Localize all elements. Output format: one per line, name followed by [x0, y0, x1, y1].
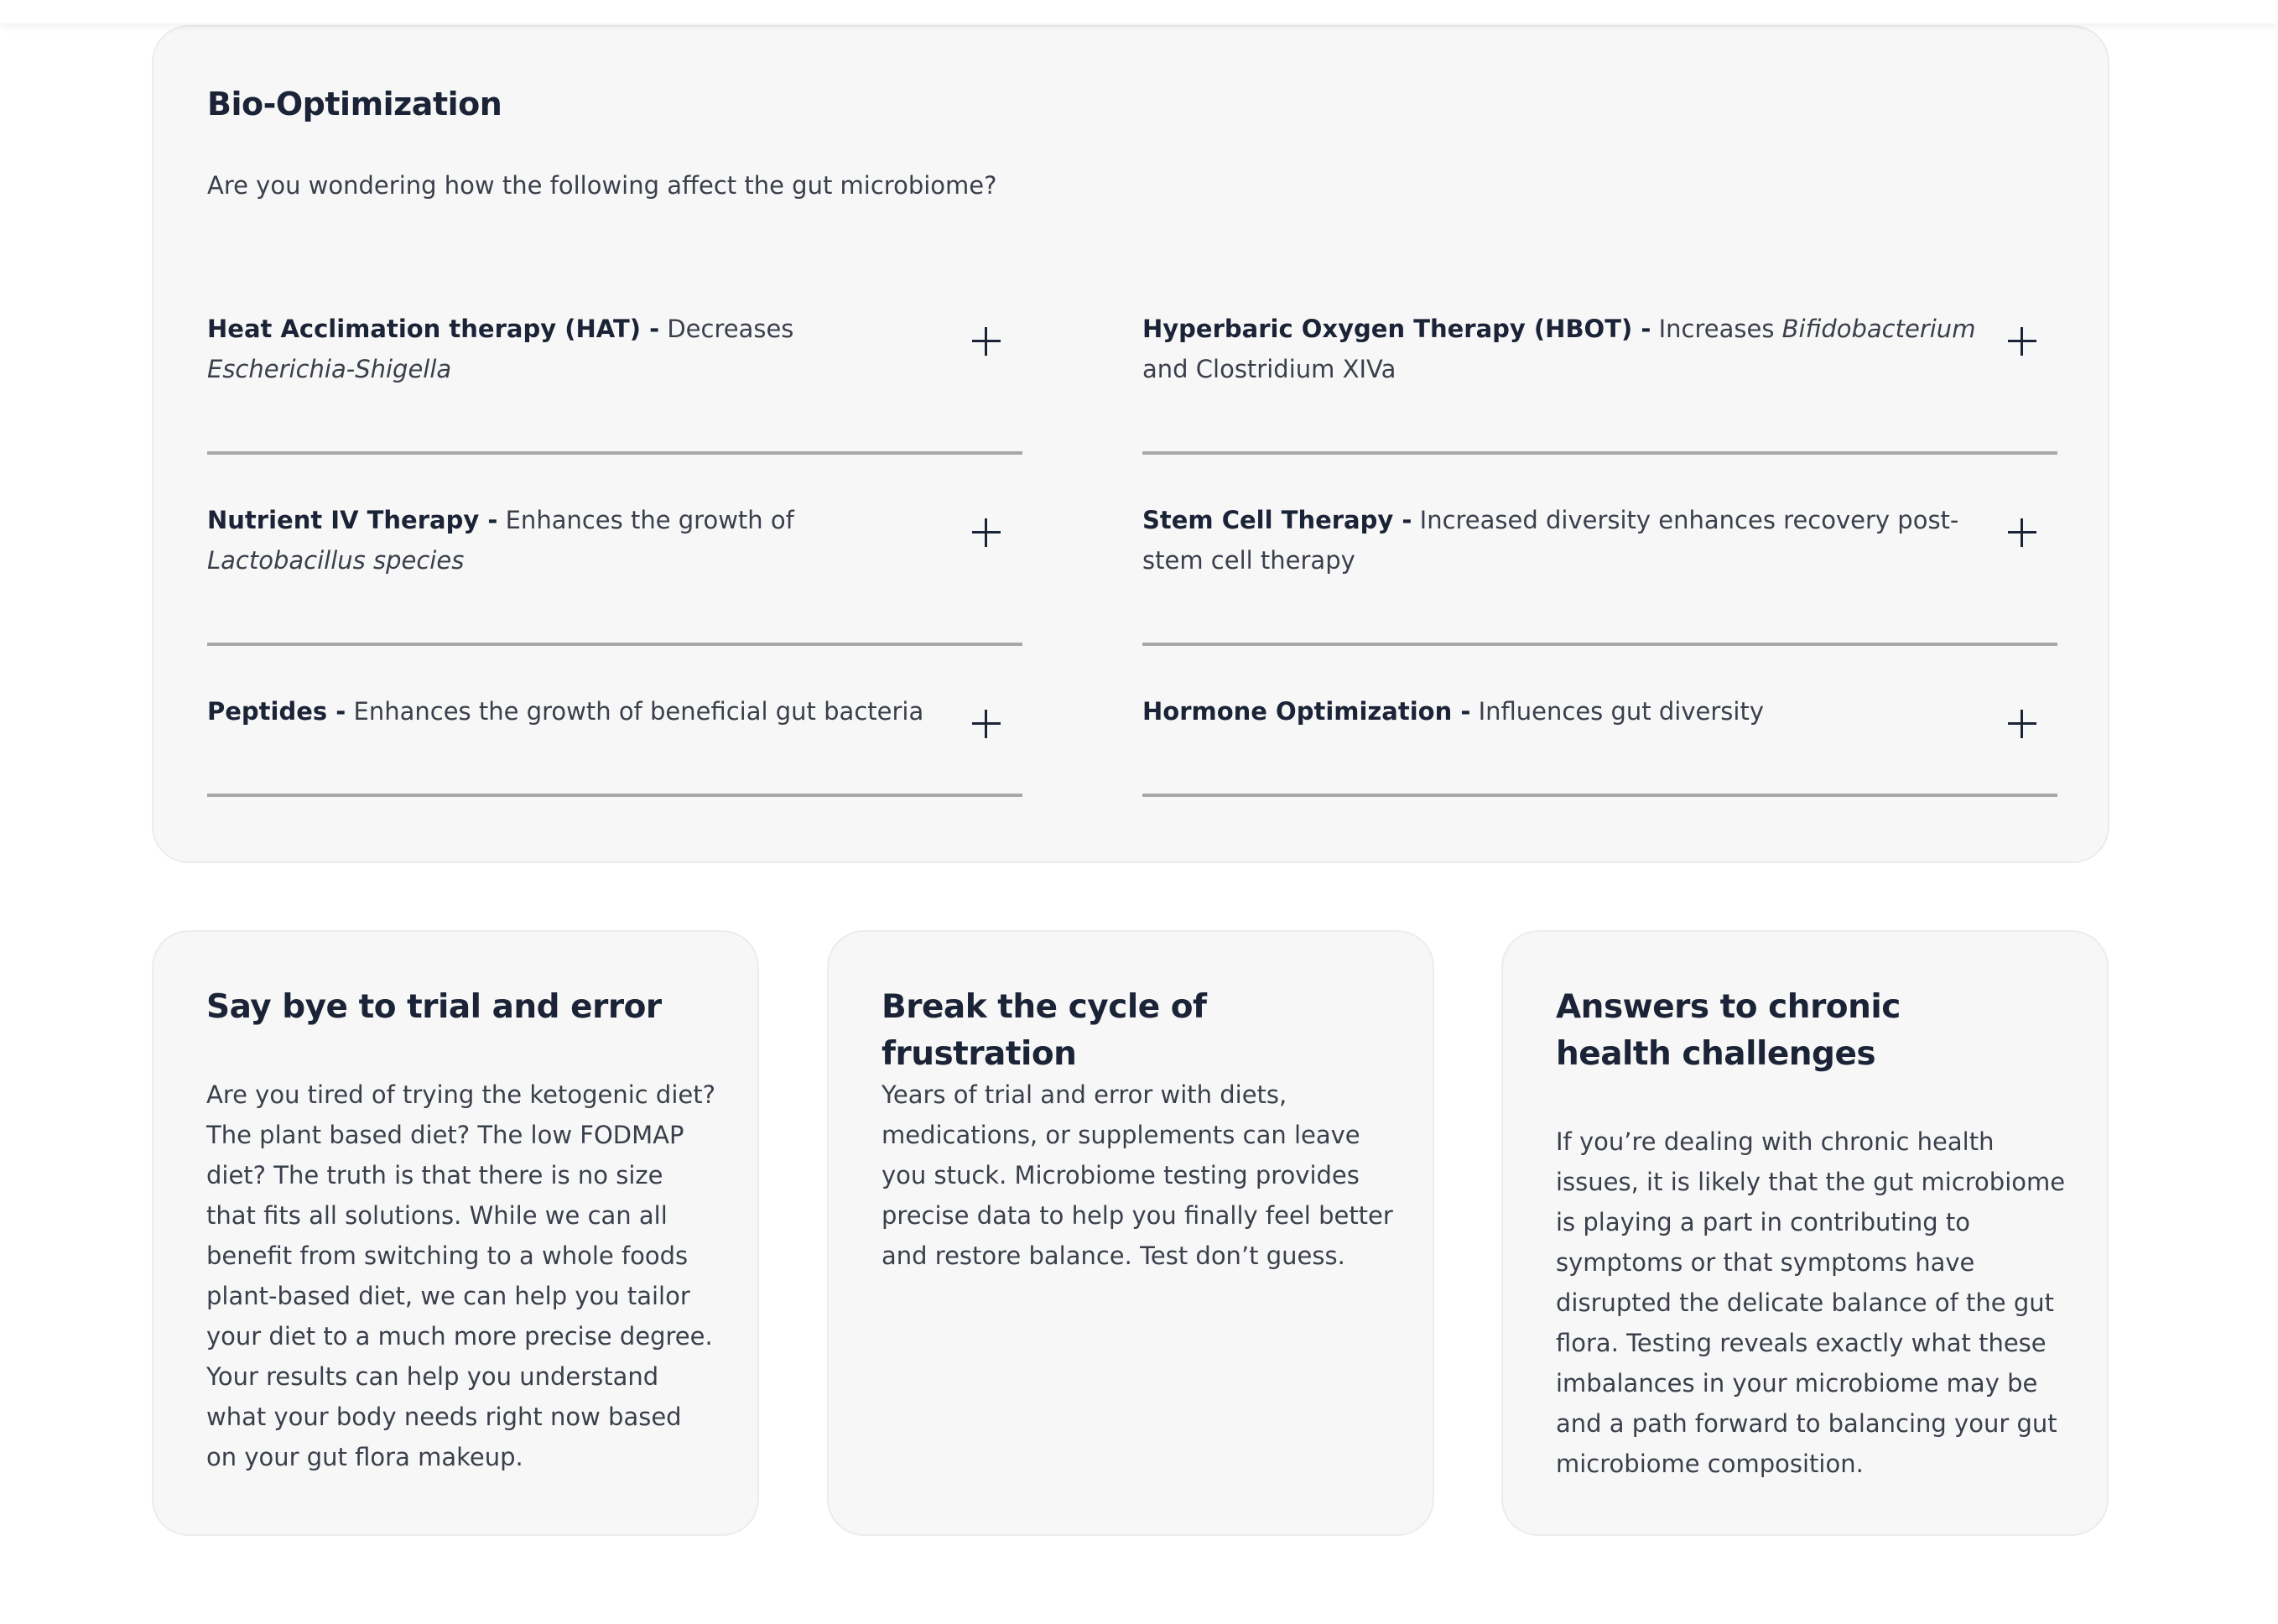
accordion-item-hat[interactable] — [207, 309, 1022, 455]
header-bar-edge — [0, 0, 2278, 23]
card-title: Answers to chronic health challenges — [1556, 988, 1901, 1073]
therapy-effect: Enhances the growth of beneficial gut bacteria — [353, 697, 924, 726]
therapy-name: Nutrient IV Therapy - — [207, 506, 498, 534]
accordion-item-label — [207, 309, 945, 389]
plus-icon[interactable] — [2008, 327, 2036, 356]
card-body: Years of trial and error with diets, medications, or supplements can leave you stuck. Microbiome testing provides precise data to help you finally feel better and restore balance. Test don’t guess. — [882, 1080, 1393, 1270]
accordion-item-label — [207, 500, 945, 580]
accordion-item-label — [1142, 500, 1989, 580]
accordion-item-peptides[interactable] — [207, 691, 1022, 797]
therapy-effect: Influences gut diversity — [1478, 697, 1764, 726]
therapy-name: Peptides - — [207, 697, 346, 726]
card-chronic-health — [1501, 930, 2109, 1536]
therapy-name: Hormone Optimization - — [1142, 697, 1471, 726]
therapy-effect: Decreases — [667, 315, 794, 343]
card-title: Break the cycle of frustration — [882, 988, 1207, 1073]
bio-optimization-card — [152, 25, 2109, 863]
plus-icon[interactable] — [2008, 518, 2036, 547]
accordion-item-label — [1142, 691, 1989, 731]
card-title: Say bye to trial and error — [206, 988, 662, 1026]
therapy-effect: Increases — [1658, 315, 1775, 343]
card-body: Are you tired of trying the ketogenic diet? The plant based diet? The low FODMAP diet? The truth is that there is no size that fits all solutions. While we can all benefit from switching to a whole foods plant-based diet, we can help you tailor your diet to a much more precise degree. Your results can help you understand what your body needs right now based on your gut flora makeup. — [206, 1080, 716, 1471]
therapy-name: Hyperbaric Oxygen Therapy (HBOT) - — [1142, 315, 1651, 343]
card-trial-and-error — [152, 930, 759, 1536]
card-body: If you’re dealing with chronic health issues, it is likely that the gut microbiome is playing a part in contributing to symptoms or that symptoms have disrupted the delicate balance of the gut flora. Testing reveals exactly what these imbalances in your microbiome may be and a path forward to balancing your gut microbiome composition. — [1556, 1127, 2066, 1478]
accordion-item-stem-cell[interactable] — [1142, 500, 2057, 646]
therapy-effect: Increased diversity enhances recovery post-stem cell therapy — [1142, 506, 1959, 575]
bacteria-name: Lactobacillus species — [207, 546, 465, 575]
therapy-name: Heat Acclimation therapy (HAT) - — [207, 315, 660, 343]
bio-optimization-intro: Are you wondering how the following affect the gut microbiome? — [207, 171, 997, 200]
therapy-effect-tail: and Clostridium XIVa — [1142, 355, 1396, 383]
accordion-item-label — [207, 691, 945, 731]
plus-icon[interactable] — [972, 518, 1001, 547]
bacteria-name: Bifidobacterium — [1781, 315, 1976, 343]
accordion-item-label — [1142, 309, 1989, 389]
card-break-the-cycle — [827, 930, 1434, 1536]
plus-icon[interactable] — [972, 710, 1001, 738]
accordion-item-nutrient-iv[interactable] — [207, 500, 1022, 646]
plus-icon[interactable] — [2008, 710, 2036, 738]
therapy-name: Stem Cell Therapy - — [1142, 506, 1412, 534]
bacteria-name: Escherichia-Shigella — [207, 355, 452, 383]
bio-optimization-title: Bio-Optimization — [207, 86, 502, 122]
accordion-item-hormone[interactable] — [1142, 691, 2057, 797]
accordion-item-hbot[interactable] — [1142, 309, 2057, 455]
therapy-effect: Enhances the growth of — [505, 506, 794, 534]
plus-icon[interactable] — [972, 327, 1001, 356]
